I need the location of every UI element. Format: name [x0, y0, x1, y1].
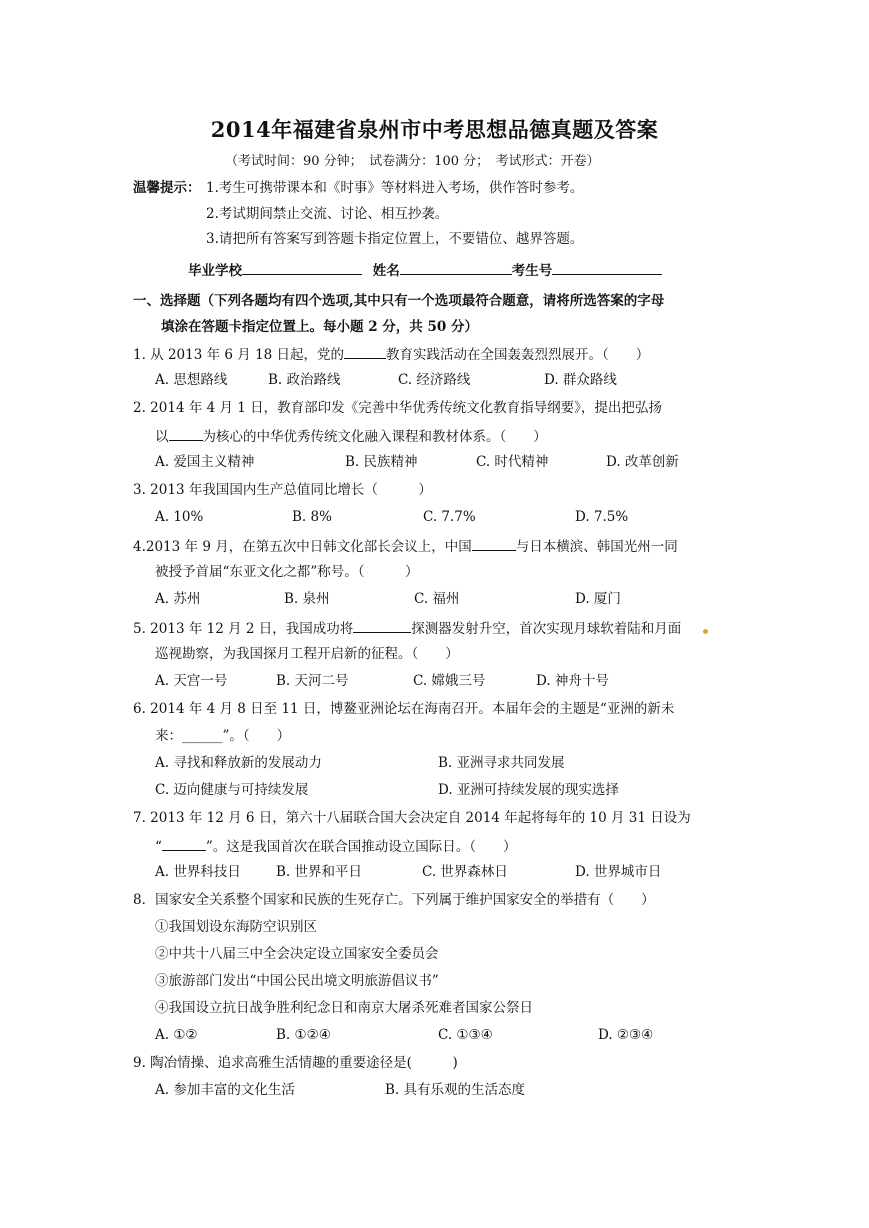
option-c: C. ①③④	[438, 1027, 493, 1043]
question-5-cont: 巡视勘察，为我国探月工程开启新的征程。（ ）	[155, 646, 459, 662]
question-8: 8．国家安全关系整个国家和民族的生死存亡。下列属于维护国家安全的举措有（ ）	[133, 892, 655, 908]
tip-item: 1.考生可携带课本和《时事》等材料进入考场，供作答时参考。	[206, 180, 584, 196]
option-a: A. 10%	[155, 509, 204, 525]
option-a: A. 寻找和释放新的发展动力	[155, 755, 322, 771]
option-b: B. 民族精神	[345, 454, 418, 470]
option-a: A. 思想路线	[155, 372, 228, 388]
section-title: 一、选择题（下列各题均有四个选项,其中只有一个选项最符合题意，请将所选答案的字母	[133, 293, 665, 309]
student-fields	[188, 260, 662, 280]
option-b: B. 具有乐观的生活态度	[385, 1082, 526, 1098]
ink-dot	[703, 629, 708, 634]
answer-blank	[162, 836, 206, 851]
option-d: D. 世界城市日	[575, 864, 662, 880]
question-7-cont: “ ”。这是我国首次在联合国推动设立国际日。（ ）	[155, 836, 517, 856]
exam-no-blank[interactable]	[552, 260, 662, 275]
option-a: A. 爱国主义精神	[155, 454, 255, 470]
question-9: 9. 陶冶情操、追求高雅生活情趣的重要途径是( )	[133, 1055, 458, 1071]
option-d: D. 神舟十号	[536, 673, 609, 689]
option-a: A. 天宫一号	[155, 673, 228, 689]
option-a: A. ①②	[155, 1027, 198, 1043]
option-b: B. 泉州	[284, 591, 330, 607]
tip-item: 3.请把所有答案写到答题卡指定位置上，不要错位、越界答题。	[206, 231, 584, 247]
question-2-cont: 以 为核心的中华优秀传统文化融入课程和教材体系。（ ）	[155, 426, 547, 446]
question-2: 2. 2014 年 4 月 1 日，教育部印发《完善中华优秀传统文化教育指导纲要》，提出把弘扬	[133, 400, 662, 416]
option-b: B. ①②④	[276, 1027, 331, 1043]
option-d: D. 7.5%	[575, 509, 629, 525]
option-c: C. 世界森林日	[422, 864, 508, 880]
answer-blank	[353, 618, 411, 633]
option-b: B. 8%	[292, 509, 332, 525]
section-title-cont: 填涂在答题卡指定位置上。每小题 2 分，共 50 分）	[161, 319, 478, 335]
option-d: D. 群众路线	[544, 372, 617, 388]
option-c: C. 时代精神	[476, 454, 549, 470]
option-b: B. 天河二号	[276, 673, 349, 689]
page-title: 2014年福建省泉州市中考思想品德真题及答案	[210, 117, 659, 142]
option-a: A. 参加丰富的文化生活	[155, 1082, 295, 1098]
option-a: A. 世界科技日	[155, 864, 241, 880]
option-c: C. 7.7%	[423, 509, 476, 525]
answer-blank	[472, 536, 516, 551]
question-6-cont: 来：______”。（ ）	[155, 728, 291, 744]
tips-label: 温馨提示：	[133, 180, 201, 196]
tip-item: 2.考试期间禁止交流、讨论、相互抄袭。	[206, 206, 449, 222]
option-d: D. 亚洲可持续发展的现实选择	[438, 782, 619, 798]
question-5: 5. 2013 年 12 月 2 日，我国成功将 探测器发射升空，首次实现月球软着陆和月面	[133, 618, 681, 638]
option-d: D. 厦门	[575, 591, 621, 607]
exam-no-label: 考生号	[511, 263, 553, 279]
school-blank[interactable]	[242, 260, 362, 275]
option-c: C. 福州	[414, 591, 460, 607]
answer-blank	[169, 426, 203, 441]
question-3: 3. 2013 年我国国内生产总值同比增长（ ）	[133, 482, 432, 498]
question-4: 4.2013 年 9 月，在第五次中日韩文化部长会议上，中国 与日本横滨、韩国光州一同	[133, 536, 678, 556]
option-a: A. 苏州	[155, 591, 201, 607]
question-7: 7. 2013 年 12 月 6 日，第六十八届联合国大会决定自 2014 年起将每年的 10 月 31 日设为	[133, 810, 691, 826]
option-d: D. 改革创新	[606, 454, 679, 470]
statement-item: ②中共十八届三中全会决定设立国家安全委员会	[155, 946, 439, 962]
option-b: B. 世界和平日	[276, 864, 363, 880]
statement-item: ③旅游部门发出“中国公民出境文明旅游倡议书”	[155, 973, 439, 989]
option-c: C. 嫦娥三号	[413, 673, 486, 689]
option-d: D. ②③④	[598, 1027, 654, 1043]
option-c: C. 经济路线	[398, 372, 471, 388]
question-6: 6. 2014 年 4 月 8 日至 11 日，博鳌亚洲论坛在海南召开。本届年会的主题是“亚洲的新未	[133, 701, 675, 717]
name-label: 姓名	[372, 263, 400, 279]
question-4-cont: 被授予首届“东亚文化之都”称号。（ ）	[155, 564, 419, 580]
statement-item: ④我国设立抗日战争胜利纪念日和南京大屠杀死难者国家公祭日	[155, 1000, 533, 1016]
option-b: B. 亚洲寻求共同发展	[438, 755, 565, 771]
option-c: C. 迈向健康与可持续发展	[155, 782, 309, 798]
answer-blank	[344, 344, 386, 359]
option-b: B. 政治路线	[268, 372, 341, 388]
name-blank[interactable]	[400, 260, 512, 275]
statement-item: ①我国划设东海防空识别区	[155, 919, 317, 935]
school-label: 毕业学校	[188, 263, 242, 279]
question-1: 1. 从 2013 年 6 月 18 日起，党的 教育实践活动在全国轰轰烈烈展开。（ ）	[133, 344, 649, 364]
exam-info: （考试时间：90 分钟； 试卷满分：100 分； 考试形式：开卷）	[225, 154, 600, 169]
